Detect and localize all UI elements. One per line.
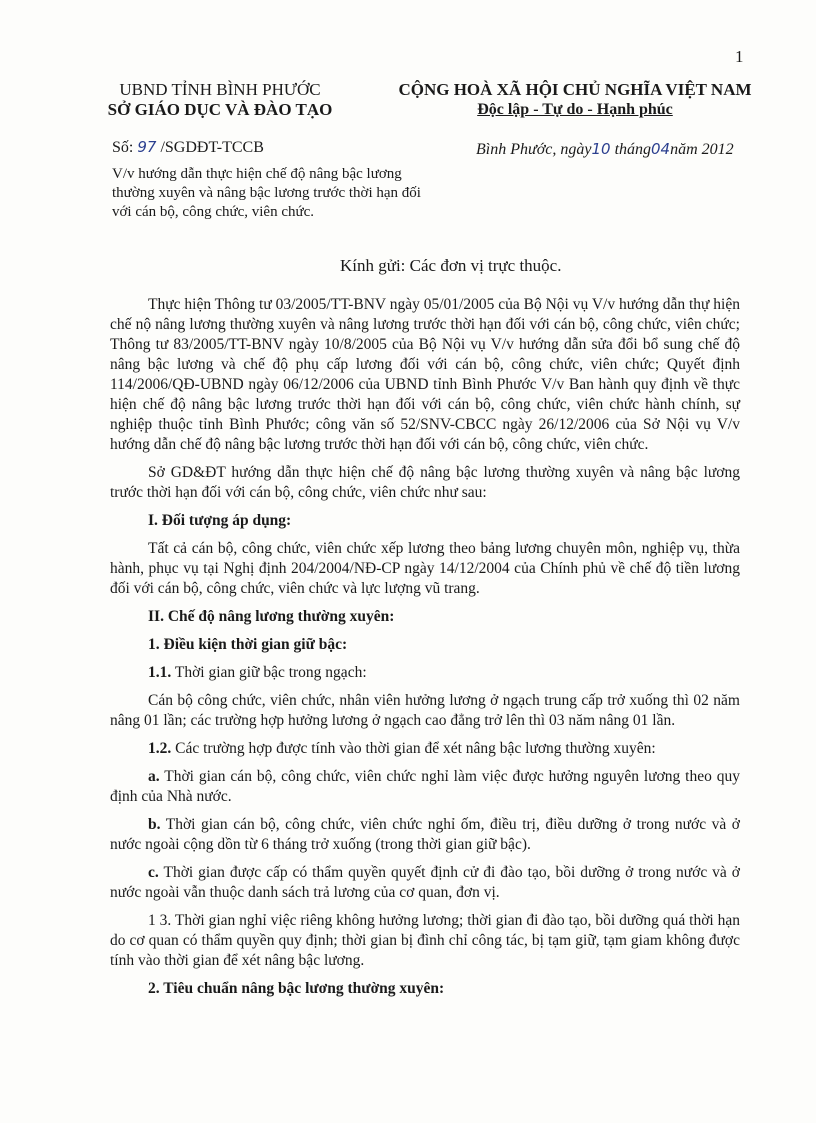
- document-number-handwritten: 97: [137, 138, 157, 156]
- item-1-2-label: 1.2.: [148, 740, 172, 757]
- item-1-1-label: 1.1.: [148, 664, 172, 681]
- item-1-3: 1 3. Thời gian nghỉ việc riêng không hưởng lương; thời gian đi đào tạo, bồi dưỡng quá thời hạn do cơ quan có thẩm quyền quy định; thời gian bị đình chỉ công tác, bị tạm giữ, tạm giam không được tính vào thời gian để xét nâng bậc lương.: [110, 912, 740, 969]
- agency-line1: UBND TỈNH BÌNH PHƯỚC: [119, 80, 321, 99]
- subject-line: V/v hướng dẫn thực hiện chế độ nâng bậc lương thường xuyên và nâng bậc lương trước thời hạn đối với cán bộ, công chức, viên chức.: [112, 166, 421, 220]
- document-number: [112, 138, 264, 157]
- motto-line2: Độc lập - Tự do - Hạnh phúc: [477, 101, 673, 118]
- paragraph-intro: Sở GD&ĐT hướng dẫn thực hiện chế độ nâng bậc lương thường xuyên và nâng bậc lương trước thời hạn đối với cán bộ, công chức, viên chức như sau:: [110, 464, 740, 501]
- national-motto: [375, 80, 775, 120]
- page-number: 1: [735, 47, 744, 66]
- item-1-1-text: Thời gian giữ bậc trong ngạch:: [171, 664, 367, 681]
- date-part1: Bình Phước, ngày: [476, 141, 592, 158]
- date-part2: tháng: [614, 141, 652, 158]
- item-c-label: c.: [148, 864, 159, 881]
- item-b: [110, 815, 740, 855]
- date-part3: năm 2012: [670, 141, 734, 158]
- item-b-label: b.: [148, 816, 161, 833]
- item-c-text: Thời gian được cấp có thẩm quyền quyết định cử đi đào tạo, bồi dưỡng ở trong nước và ở nước ngoài vẫn thuộc danh sách trả lương của cơ quan, đơn vị.: [110, 864, 740, 901]
- item-b-text: Thời gian cán bộ, công chức, viên chức nghỉ ốm, điều trị, điều dưỡng ở trong nước và ở nước ngoài cộng dồn từ 6 tháng trở xuống (trong thời gian giữ bậc).: [110, 816, 740, 853]
- item-1-1: [110, 663, 740, 683]
- date-month: 04: [651, 140, 671, 158]
- heading-section-2: II. Chế độ nâng lương thường xuyên:: [148, 608, 395, 625]
- motto-line1: CỘNG HOÀ XÃ HỘI CHỦ NGHĨA VIỆT NAM: [398, 80, 752, 99]
- document-number-prefix: Số:: [112, 139, 134, 156]
- paragraph-time-rule: Cán bộ công chức, viên chức, nhân viên hưởng lương ở ngạch trung cấp trở xuống thì 02 năm nâng 01 lần; các trường hợp hưởng lương ở ngạch cao đẳng trở lên thì 03 năm nâng 01 lần.: [110, 692, 740, 729]
- agency-header: [85, 80, 355, 120]
- item-1-2-text: Các trường hợp được tính vào thời gian để xét nâng bậc lương thường xuyên:: [171, 740, 656, 757]
- heading-subsection-1: 1. Điều kiện thời gian giữ bậc:: [148, 636, 348, 653]
- date-day: 10: [591, 140, 611, 158]
- item-a: [110, 767, 740, 807]
- document-body: [110, 295, 740, 1007]
- item-a-text: Thời gian cán bộ, công chức, viên chức nghỉ làm việc được hưởng nguyên lương theo quy định của Nhà nước.: [110, 768, 740, 805]
- heading-section-1: I. Đối tượng áp dụng:: [148, 512, 292, 529]
- item-1-2: [110, 739, 740, 759]
- item-a-label: a.: [148, 768, 160, 785]
- paragraph-scope: Tất cả cán bộ, công chức, viên chức xếp lương theo bảng lương chuyên môn, nghiệp vụ, thừa hành, phục vụ tại Nghị định 204/2004/NĐ-CP ngày 14/12/2004 của Chính phủ về chế độ tiền lương đối với cán bộ, công chức, viên chức và lực lượng vũ trang.: [110, 540, 740, 597]
- document-number-suffix: /SGDĐT-TCCB: [160, 139, 264, 156]
- paragraph-legal-basis: Thực hiện Thông tư 03/2005/TT-BNV ngày 05/01/2005 của Bộ Nội vụ V/v hướng dẫn thự hiện chế nộ nâng lương thường xuyên và nâng lương trước thời hạn đối với cán bộ, công chức, viên chức; Thông tư 83/2005/TT-BNV ngày 10/8/2005 của Bộ Nội vụ V/v hướng dẫn sửa đổi bổ sung chế độ nâng bậc lương và chế độ phụ cấp lương đối với cán bộ, công chức, viên chức; Quyết định 114/2006/QĐ-UBND ngày 06/12/2006 của UBND tỉnh Bình Phước V/v Ban hành quy định về thực hiện chế độ nâng bậc lương trước thời hạn đối với cán bộ, công chức, viên chức hành chính, sự nghiệp thuộc tỉnh Bình Phước; công văn số 52/SNV-CBCC ngày 26/12/2006 của Sở Nội vụ V/v hướng dẫn chế độ nâng bậc lương trước thời hạn đối với cán bộ, công chức, viên chức.: [110, 296, 740, 453]
- item-c: [110, 863, 740, 903]
- heading-subsection-2: 2. Tiêu chuẩn nâng bậc lương thường xuyên:: [148, 980, 445, 997]
- document-date: [476, 140, 734, 159]
- recipient-line: Kính gửi: Các đơn vị trực thuộc.: [340, 256, 562, 275]
- agency-line2: SỞ GIÁO DỤC VÀ ĐÀO TẠO: [107, 100, 333, 119]
